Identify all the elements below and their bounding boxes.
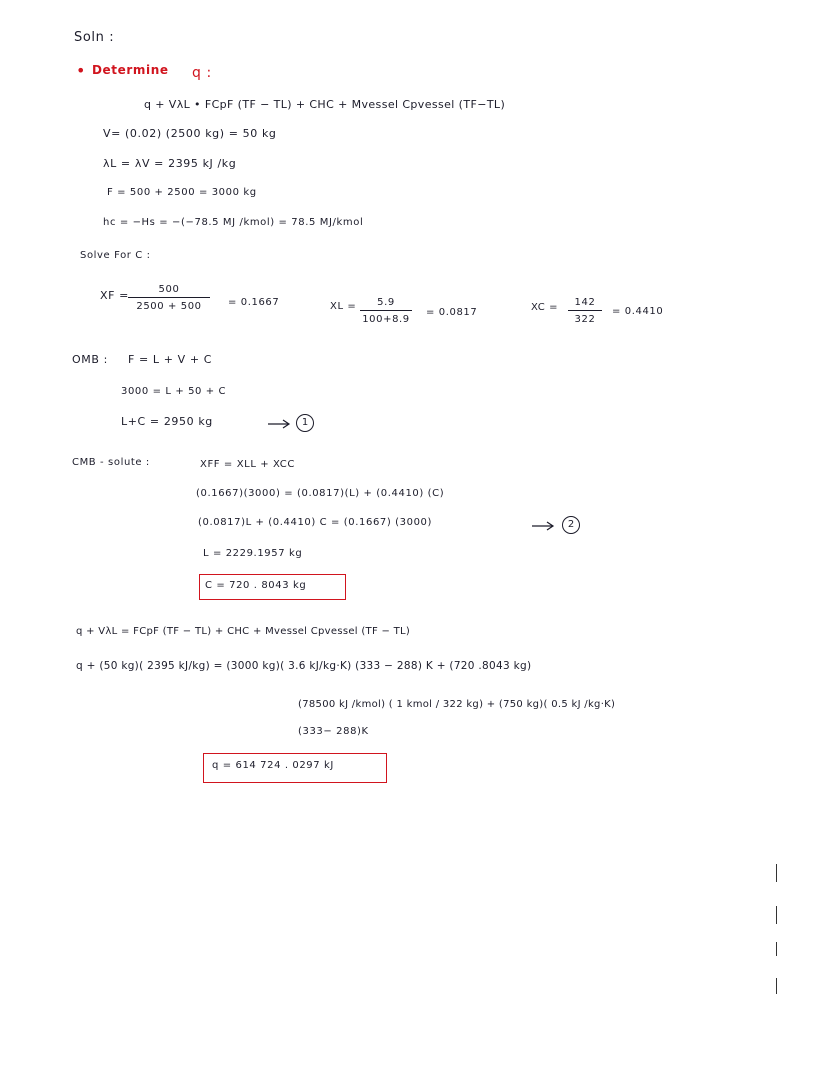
arrow-icon (268, 419, 292, 429)
omb-equation-2: 3000 = L + 50 + C (121, 386, 227, 397)
energy-balance-equation: q + VλL • FCpF (TF − TL) + CHC + Mvessel Cpvessel (TF−TL) (144, 98, 506, 111)
final-substitution-1: q + (50 kg)( 2395 kJ/kg) = (3000 kg)( 3.6 kJ/kg·K) (333 − 288) K + (720 .8043 kg) (76, 660, 532, 672)
cmb-equation-3: (0.0817)L + (0.4410) C = (0.1667) (3000) (198, 517, 433, 528)
equation-tag-2 (562, 516, 580, 534)
final-energy-equation: q + VλL = FCpF (TF − TL) + CHC + Mvessel Cpvessel (TF − TL) (76, 626, 411, 637)
xl-label: XL = (330, 301, 357, 312)
l-result: L = 2229.1957 kg (203, 548, 303, 559)
edge-mark (776, 942, 777, 956)
omb-equation-1: F = L + V + C (128, 353, 213, 366)
xf-fraction (128, 284, 210, 312)
xf-label: XF = (100, 289, 129, 302)
xl-numerator: 5.9 (377, 297, 395, 308)
final-substitution-2: (78500 kJ /kmol) ( 1 kmol / 322 kg) + (750 kg)( 0.5 kJ /kg·K) (298, 699, 616, 710)
given-feed: F = 500 + 2500 = 3000 kg (107, 187, 257, 198)
solve-for-label: Solve For C : (80, 250, 151, 261)
determine-variable: q : (192, 65, 212, 81)
edge-mark (776, 978, 777, 994)
xl-denominator: 100+8.9 (362, 314, 410, 325)
given-heat-of-crystallization: hc = −Hs = −(−78.5 MJ /kmol) = 78.5 MJ/kmol (103, 217, 364, 228)
xc-label: XC = (531, 302, 559, 313)
xl-value: = 0.0817 (426, 307, 478, 318)
cmb-equation-1: XFF = XLL + XCC (200, 459, 295, 470)
xc-fraction (568, 297, 602, 325)
xc-value: = 0.4410 (612, 306, 664, 317)
omb-label: OMB : (72, 353, 108, 366)
equation-tag-1-number: 1 (301, 417, 309, 428)
soln-label: Soln : (74, 30, 115, 45)
arrow-icon (532, 521, 556, 531)
final-substitution-3: (333− 288)K (298, 726, 369, 737)
xc-denominator: 322 (574, 314, 596, 325)
cmb-equation-2: (0.1667)(3000) = (0.0817)(L) + (0.4410) (C) (196, 488, 445, 499)
equation-tag-1 (296, 414, 314, 432)
equation-tag-2-number: 2 (567, 519, 575, 530)
cmb-label: CMB - solute : (72, 457, 150, 468)
omb-equation-3: L+C = 2950 kg (121, 415, 213, 428)
given-vapor: V= (0.02) (2500 kg) = 50 kg (103, 127, 277, 140)
xf-denominator: 2500 + 500 (136, 301, 202, 312)
xf-numerator: 500 (158, 284, 180, 295)
determine-bullet: • (76, 61, 87, 80)
edge-mark (776, 906, 777, 924)
determine-heading: Determine (92, 63, 169, 77)
given-latent-heat: λL = λV = 2395 kJ /kg (103, 157, 237, 170)
xc-numerator: 142 (574, 297, 596, 308)
q-answer: q = 614 724 . 0297 kJ (212, 760, 334, 771)
edge-mark (776, 864, 777, 882)
xf-value: = 0.1667 (228, 297, 280, 308)
c-result: C = 720 . 8043 kg (205, 580, 307, 591)
xl-fraction (360, 297, 412, 325)
